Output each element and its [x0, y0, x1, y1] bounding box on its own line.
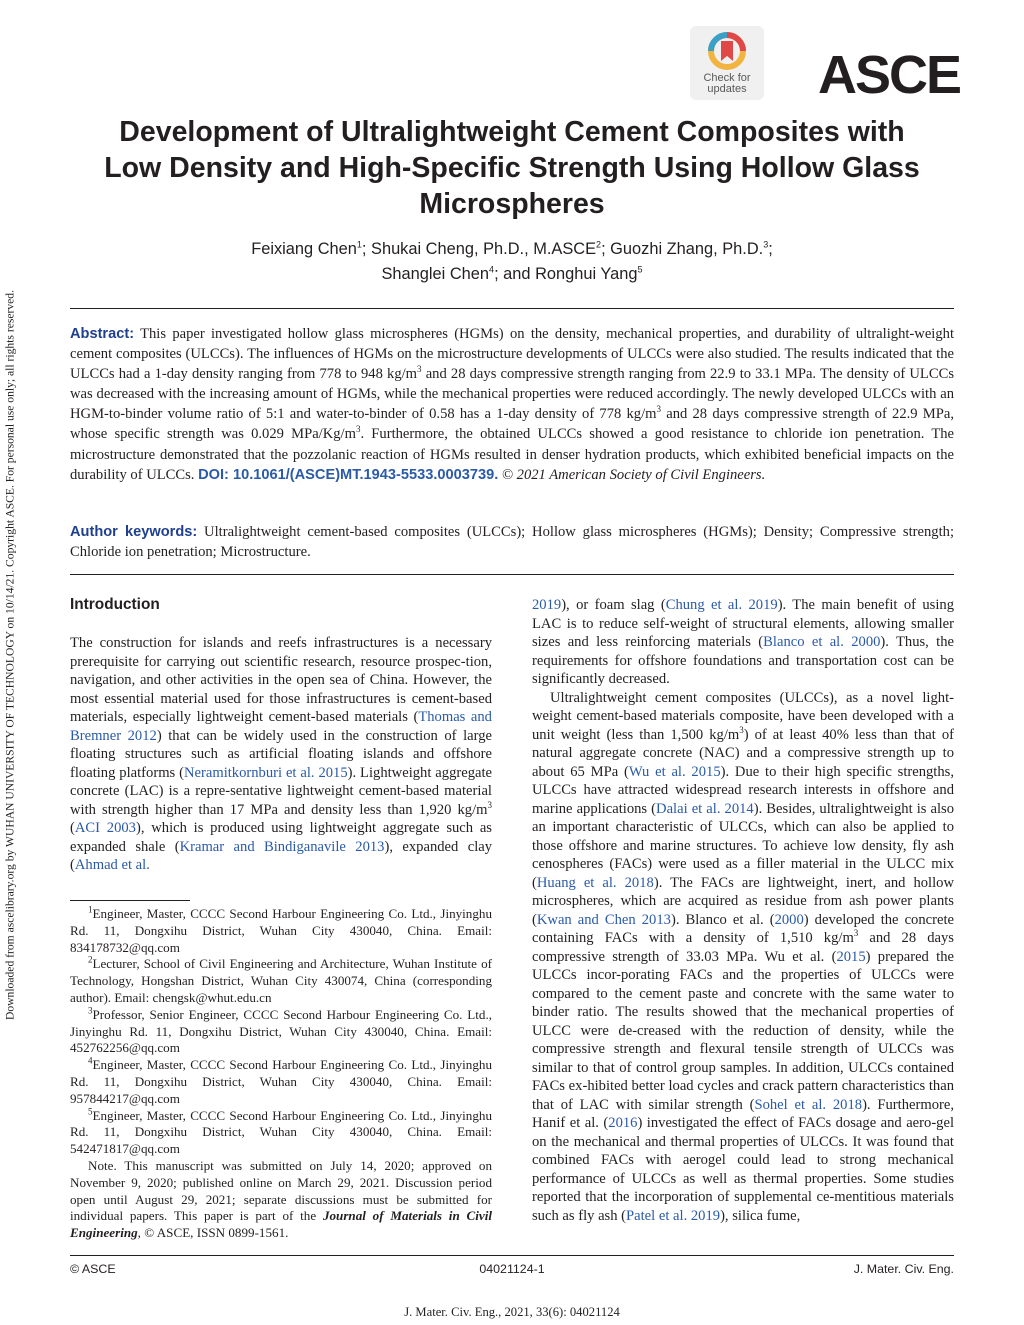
body-text: ), silica fume, [720, 1207, 801, 1224]
body-text: ) prepared the ULCCs incor-porating FACs and the properties of ULCCs were compared to the cement paste and concrete with the same water to binder ratio. The results showed that the mechanical properties of ULCC were de-creased with the reduction of density, while the compressive strength and flexural tensile strength of ULCCs was similar to that of control group samples. In addition, ULCCs contained FACs ex-hibited better load cycles and crack pattern characteristics than that of LAC with similar strength ( [532, 948, 954, 1113]
body-text: ). Blanco et al. ( [670, 911, 775, 928]
body-text: ) that can be widely used in the construction of large floating structures such as artificial floating islands and offshore floating platforms ( [70, 727, 492, 781]
separator: ; [601, 240, 611, 258]
badge-line-2: updates [707, 83, 747, 95]
author-affiliation-mark: 3 [763, 239, 769, 250]
body-text: ) developed the concrete containing FACs with a density of 1,510 kg/m [532, 911, 954, 946]
abstract-bottom-rule [70, 574, 954, 575]
body-text: The construction for islands and reefs infrastructures is a necessary prerequisite for carrying out scientific research, resource prospec-tion, navigation, and other activities in the open sea of China. However, the most essential material used for those infrastructures is cement-based materials, especially lightweight cement-based materials ( [70, 635, 492, 725]
side-download-notice [0, 0, 20, 1325]
citation-link[interactable]: Chung et al. 2019 [665, 597, 778, 613]
side-download-text: Downloaded from ascelibrary.org by WUHAN UNIVERSITY OF TECHNOLOGY on 10/14/21. Copyright ASCE. For personal use only; all rights reserved. [3, 290, 17, 1020]
bottom-citation: J. Mater. Civ. Eng., 2021, 33(6): 04021124 [404, 1305, 620, 1319]
abstract-top-rule [70, 308, 954, 309]
body-text: ) investigated the effect of FACs dosage and aero-gel on the mechanical and thermal properties of ULCCs. It was found that combined FACs with aerogel could lead to strong mechanical performance of ULCCs as well as thermal properties. Some studies reported that the incorporation of supplemental ce-mentitious materials such as fly ash ( [532, 1115, 955, 1224]
author-keywords [70, 522, 954, 562]
citation-link[interactable]: 2015 [836, 948, 866, 965]
body-text: ). The main benefit of using LAC is to reduce self-weight of structural elements, allowing smaller sizes and less reinforcing materials ( [532, 597, 954, 650]
separator: ; [361, 240, 372, 258]
citation-link[interactable]: Blanco et al. 2000 [763, 634, 881, 650]
superscript: 3 [656, 404, 662, 415]
author-list [120, 237, 904, 287]
footer-page-id: 04021124-1 [479, 1262, 545, 1276]
footnote-rule [70, 900, 190, 901]
doi-label: DOI: [198, 466, 229, 483]
footnote [70, 1007, 492, 1057]
footnote [70, 956, 492, 1006]
footnote-text: Professor, Senior Engineer, CCCC Second Harbour Engineering Co. Ltd., Jinyinghu Rd. 11, Dongxihu District, Wuhan City 430040, China. Email: 452762256@qq.com [70, 1006, 492, 1056]
superscript: 3 [487, 799, 492, 810]
abstract-text: . Furthermore, the obtained ULCCs showed a good resistance to chloride ion penetration. The microstructure demonstrated that the pozzolanic reaction of HGMs resulted in denser hydration products, which exhibited beneficial impacts on the durability of ULCCs. [70, 426, 955, 483]
body-text: ( [70, 820, 75, 836]
citation-link[interactable]: Huang et al. 2018 [536, 874, 654, 891]
abstract-label: Abstract: [70, 326, 135, 342]
footer-copyright: © ASCE [70, 1262, 116, 1276]
citation-link[interactable]: Kwan and Chen 2013 [536, 911, 671, 928]
left-column [70, 596, 492, 875]
asce-logo-text: ASCE [818, 45, 961, 105]
footnote-text: Engineer, Master, CCCC Second Harbour Engineering Co. Ltd., Jinyinghu Rd. 11, Dongxihu District, Wuhan City 430040, China. Email: 957844217@qq.com [70, 1057, 492, 1106]
footnote-text: Engineer, Master, CCCC Second Harbour Engineering Co. Ltd., Jinyinghu Rd. 11, Dongxihu District, Wuhan City 430040, China. Email: 542471817@qq.com [70, 1107, 492, 1157]
citation-link[interactable]: Kramar and Bindiganavile 2013 [179, 838, 385, 855]
note-text: , © ASCE, ISSN 0899-1561. [137, 1225, 289, 1241]
journal-name: Journal of Materials in Civil Engineering [70, 1208, 492, 1241]
citation-link[interactable]: Wu et al. 2015 [628, 763, 721, 780]
footnotes [70, 906, 492, 1242]
right-column [532, 596, 954, 1225]
body-text: ) of at least 40% less than that of natural aggregate concrete (NAC) and a compressive strength up to about 65 MPa ( [532, 726, 954, 780]
body-text: ). Furthermore, Hanif et al. ( [532, 1096, 954, 1131]
footer-journal: J. Mater. Civ. Eng. [853, 1262, 954, 1276]
body-paragraph [532, 596, 954, 689]
author-name: Shukai Cheng, Ph.D., M.ASCE [371, 240, 597, 258]
citation-link[interactable]: 2016 [608, 1115, 638, 1131]
footer-rule [70, 1255, 954, 1256]
footnote-text: Lecturer, School of Civil Engineering and Architecture, Wuhan Institute of Technology, Hongshan District, Wuhan City 430074, China (corresponding author). Email: chengsk@whut.edu.cn [70, 956, 492, 1005]
paper-title: Development of Ultralightweight Cement Composites with Low Density and High-Specific Strength Using Hollow Glass Microspheres [104, 116, 920, 220]
abstract-text: and 28 days compressive strength of 22.9 MPa, whose specific strength was 0.029 MPa/Kg/m [70, 406, 955, 443]
body-text: ). Due to their high specific strengths, ULCCs have attracted widespread research interests in offshore and marine applications ( [532, 763, 954, 817]
check-for-updates-badge[interactable] [690, 26, 764, 100]
check-for-updates-icon [707, 31, 747, 71]
submission-note [70, 1158, 492, 1242]
section-heading-introduction: Introduction [70, 596, 160, 613]
author-name: Guozhi Zhang, Ph.D. [610, 240, 764, 258]
superscript: 3 [355, 424, 361, 435]
footnote [70, 1057, 492, 1107]
body-text: ). Besides, ultralightweight is also an important characteristic of ULCCs, which can also be applied to those offshore and marine structures. To achieve low density, fly ash cenospheres (FACs) were used as a filler material in the ULCC mix ( [532, 800, 954, 891]
abstract-text: This paper investigated hollow glass microspheres (HGMs) on the density, mechanical properties, and durability of ultralight-weight cement composites (ULCCs). The influences of HGMs on the microstructure developments of ULCCs were also studied. The results indicated that the ULCCs had a 1-day density ranging from 778 to 948 kg/m [70, 326, 954, 383]
doi-link[interactable]: 10.1061/(ASCE)MT.1943-5533.0003739. [228, 466, 499, 483]
footnote-text: Engineer, Master, CCCC Second Harbour Engineering Co. Ltd., Jinyinghu Rd. 11, Dongxihu District, Wuhan City 430040, China. Email: 834178732@qq.com [70, 906, 492, 955]
citation-link[interactable]: Thomas and Bremner 2012 [70, 709, 492, 744]
body-text: ), which is produced using lightweight aggregate such as expanded shale ( [70, 820, 492, 855]
citation-link[interactable]: Patel et al. 2019 [626, 1207, 721, 1224]
author-affiliation-mark: 2 [596, 239, 602, 250]
body-paragraph [532, 689, 954, 1226]
note-text: Note. This manuscript was submitted on July 14, 2020; approved on November 9, 2020; published online on March 29, 2021. Discussion period open until August 29, 2021; separate discussions must be submitted for individual papers. This paper is part of the [70, 1157, 492, 1224]
footnote-number: 4 [88, 1055, 93, 1066]
author-affiliation-mark: 1 [356, 239, 362, 250]
superscript: 3 [739, 724, 744, 735]
superscript: 3 [417, 364, 422, 375]
author-name: Feixiang Chen [251, 240, 357, 258]
body-text: ). Lightweight aggregate concrete (LAC) is a repre-sentative lightweight cement-based material with strength higher than 17 MPa and density less than 1,920 kg/m [70, 764, 493, 818]
separator: ; and [494, 265, 536, 283]
citation-link[interactable]: ACI 2003 [74, 820, 136, 836]
body-text: ). The FACs are lightweight, inert, and hollow microspheres, which are acquired as residue from ash power plants ( [532, 874, 954, 928]
superscript: 3 [853, 928, 859, 939]
copyright-line: © 2021 American Society of Civil Engineers. [498, 466, 766, 483]
body-text: ), or foam slag ( [561, 597, 666, 613]
separator: ; [768, 240, 773, 258]
citation-link[interactable]: Ahmad et al. [74, 857, 150, 873]
citation-link[interactable]: Dalai et al. 2014 [656, 800, 754, 817]
abstract-text: and 28 days compressive strength ranging from 22.9 to 33.1 MPa. The density of ULCCs was decreased with the increasing amount of HGMs, while the mechanical properties were reduced accordingly. The newly developed ULCCs with an HGM-to-binder volume ratio of 5:1 and water-to-binder of 0.58 has a 1-day density of 778 kg/m [70, 366, 954, 423]
intro-paragraph [70, 634, 492, 875]
citation-link[interactable]: Neramitkornburi et al. 2015 [183, 764, 348, 781]
footnote-number: 1 [88, 904, 93, 915]
footnote-number: 5 [88, 1106, 93, 1117]
footnote-number: 2 [88, 955, 93, 966]
footnote [70, 906, 492, 956]
badge-line-1: Check for [703, 72, 751, 84]
citation-link[interactable]: Sohel et al. 2018 [754, 1096, 863, 1113]
body-text: and 28 days compressive strength of 33.03 MPa. Wu et al. ( [532, 930, 954, 965]
body-text: ), expanded clay ( [70, 838, 493, 873]
keywords-label: Author keywords: [70, 524, 198, 540]
footnote [70, 1108, 492, 1158]
asce-logo [818, 45, 961, 105]
footnote-number: 3 [88, 1005, 93, 1016]
citation-link[interactable]: 2000 [774, 911, 804, 928]
author-name: Ronghui Yang [535, 265, 638, 283]
author-affiliation-mark: 4 [489, 264, 495, 275]
author-name: Shanglei Chen [381, 265, 490, 283]
keywords-text: Ultralightweight cement-based composites (ULCCs); Hollow glass microspheres (HGMs); Density; Compressive strength; Chloride ion penetration; Microstructure. [70, 524, 954, 561]
body-text: ). Thus, the requirements for offshore foundations and transportation cost can be significantly decreased. [532, 634, 954, 687]
citation-link[interactable]: 2019 [532, 597, 562, 613]
abstract [70, 324, 954, 485]
author-affiliation-mark: 5 [637, 264, 643, 275]
body-text: Ultralightweight cement composites (ULCCs), as a novel light-weight cement-based materials composite, have been developed with a unit weight (less than 1,500 kg/m [532, 689, 954, 743]
